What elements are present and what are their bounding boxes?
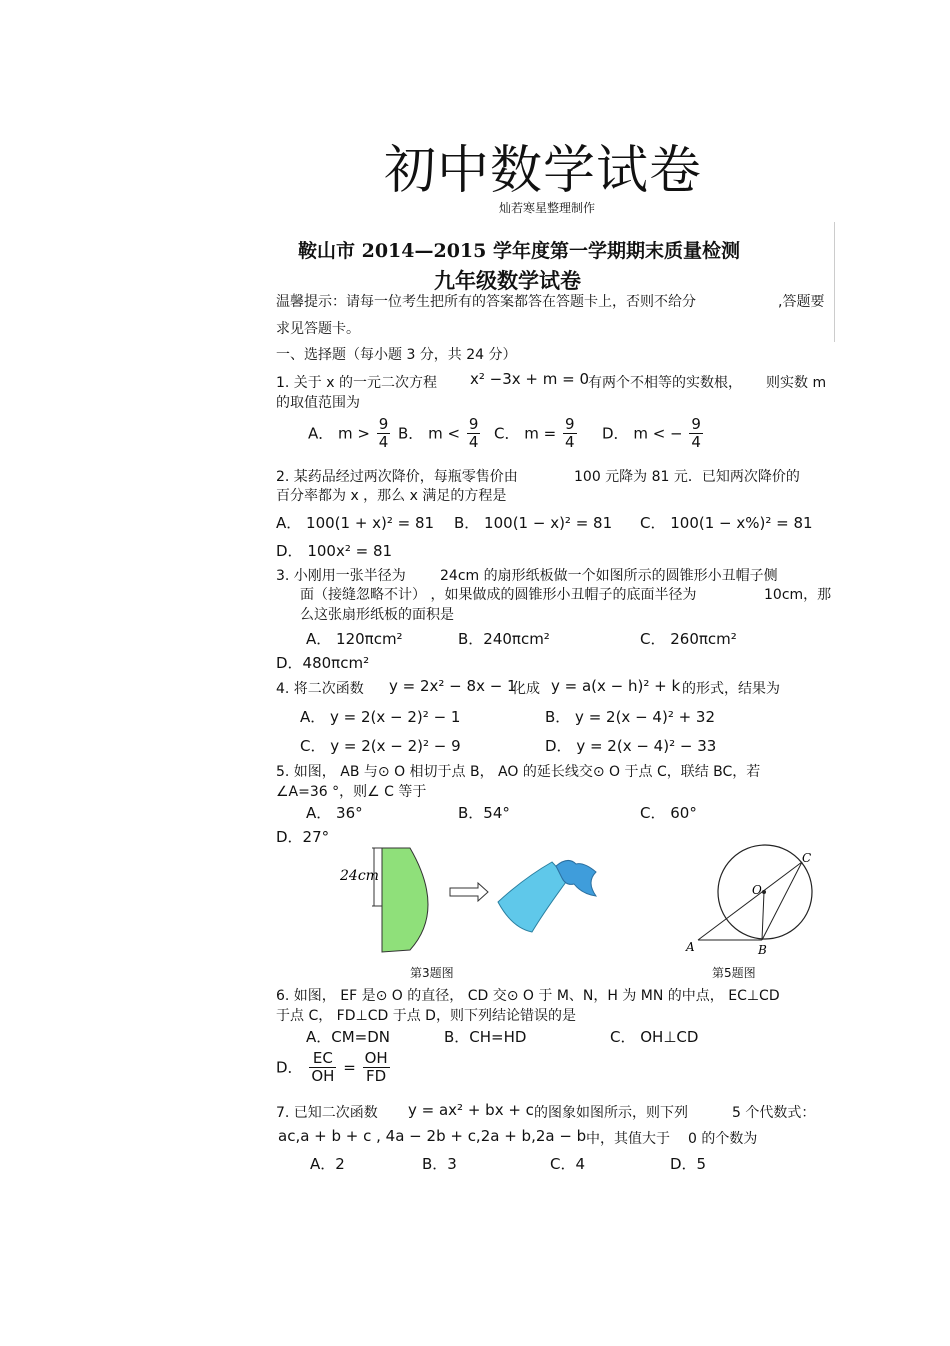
q4-option-a[interactable]: A． y = 2(x − 2)² − 1 bbox=[300, 708, 461, 726]
q2-option-b[interactable]: B． 100(1 − x)² = 81 bbox=[454, 514, 613, 532]
fraction-denominator: 4 bbox=[691, 433, 701, 452]
option-lhs: m < bbox=[428, 424, 461, 443]
fraction-numerator: 9 bbox=[691, 415, 701, 433]
q1-stem-a: 1. 关于 x 的一元二次方程 bbox=[276, 375, 437, 391]
q1-stem-d: 的取值范围为 bbox=[276, 395, 360, 411]
q7-option-d[interactable]: D．5 bbox=[670, 1155, 707, 1173]
q2-option-c[interactable]: C． 100(1 − x%)² = 81 bbox=[640, 514, 813, 532]
q3-option-b[interactable]: B．240πcm² bbox=[458, 630, 550, 648]
q4-stem-b: 化成 bbox=[512, 681, 540, 697]
q5-option-c[interactable]: C． 60° bbox=[640, 804, 697, 822]
q1-option-a[interactable] bbox=[308, 416, 392, 452]
sector-shape bbox=[382, 848, 428, 952]
q3-stem-e: 么这张扇形纸板的面积是 bbox=[300, 607, 454, 623]
q7-stem-e: 0 的个数为 bbox=[688, 1131, 758, 1147]
option-label: D． bbox=[276, 1058, 303, 1077]
banner-line2: 九年级数学试卷 bbox=[434, 268, 581, 293]
q5-option-b[interactable]: B．54° bbox=[458, 804, 510, 822]
q7-equation: y = ax² + bx + c bbox=[408, 1101, 534, 1119]
page-subtitle: 灿若寒星整理制作 bbox=[498, 201, 595, 215]
fig5-caption: 第5题图 bbox=[712, 966, 756, 980]
option-label: A． bbox=[308, 424, 334, 443]
q7-stem-a: 7. 已知二次函数 bbox=[276, 1105, 378, 1121]
q5-stem-b: ∠A=36 °，则∠ C 等于 bbox=[276, 784, 427, 800]
option-lhs: m > bbox=[338, 424, 370, 443]
q3-stem-c: 面（接缝忽略不计） ，如果做成的圆锥形小丑帽子的底面半径为 bbox=[300, 587, 697, 603]
q6-stem-b: 于点 C， FD⊥CD 于点 D，则下列结论错误的是 bbox=[276, 1008, 576, 1024]
fraction-denominator: 4 bbox=[468, 433, 479, 452]
q4-stem-a: 4. 将二次函数 bbox=[276, 681, 364, 697]
q3-stem-b: 24cm 的扇形纸板做一个如图所示的圆锥形小丑帽子侧 bbox=[440, 568, 778, 584]
q1-option-c[interactable] bbox=[494, 416, 579, 452]
fraction-denominator: FD bbox=[366, 1067, 387, 1086]
q3-option-a[interactable]: A． 120πcm² bbox=[306, 630, 403, 648]
section-heading: 一、选择题（每小题 3 分，共 24 分） bbox=[276, 347, 517, 363]
q3-option-d[interactable]: D．480πcm² bbox=[276, 654, 370, 672]
q5-option-d[interactable]: D．27° bbox=[276, 828, 330, 846]
q5-stem-a: 5. 如图， AB 与⊙ O 相切于点 B， AO 的延长线交⊙ O 于点 C，联结 BC，若 bbox=[276, 764, 761, 780]
q4-equation-2: y = a(x − h)² + k bbox=[551, 677, 681, 695]
q1-stem-c: 则实数 m bbox=[766, 375, 827, 391]
q7-expressions: ac,a + b + c , 4a − 2b + c,2a + b,2a − b bbox=[278, 1127, 587, 1145]
fraction-numerator: 9 bbox=[378, 415, 389, 433]
option-label: C． bbox=[494, 424, 520, 443]
q7-stem-c: 5 个代数式： bbox=[732, 1105, 816, 1121]
option-label: B． bbox=[398, 424, 424, 443]
point-a-label: A bbox=[686, 940, 695, 954]
fraction-numerator: 9 bbox=[565, 415, 575, 433]
line-ob bbox=[762, 892, 764, 940]
q6-option-a[interactable]: A．CM=DN bbox=[306, 1028, 391, 1046]
line-ac bbox=[698, 862, 802, 940]
notice-line2: 求见答题卡。 bbox=[276, 321, 360, 337]
q3-stem-d: 10cm，那 bbox=[764, 587, 832, 603]
q4-equation-1: y = 2x² − 8x − 1 bbox=[389, 677, 517, 695]
q6-option-b[interactable]: B．CH=HD bbox=[444, 1028, 527, 1046]
fraction-denominator: 4 bbox=[565, 433, 575, 452]
q6-option-c[interactable]: C． OH⊥CD bbox=[610, 1028, 699, 1046]
q7-option-c[interactable]: C．4 bbox=[550, 1155, 586, 1173]
q4-option-b[interactable]: B． y = 2(x − 4)² + 32 bbox=[545, 708, 716, 726]
option-lhs: m < − bbox=[633, 424, 683, 443]
fraction-denominator: OH bbox=[311, 1067, 335, 1086]
q7-option-a[interactable]: A．2 bbox=[310, 1155, 345, 1173]
q4-option-d[interactable]: D． y = 2(x − 4)² − 33 bbox=[545, 737, 717, 755]
point-b-label: B bbox=[758, 943, 767, 957]
fig3-caption: 第3题图 bbox=[410, 966, 454, 980]
fraction-denominator: 4 bbox=[378, 433, 389, 452]
point-c-label: C bbox=[802, 851, 812, 865]
q2-option-d[interactable]: D． 100x² = 81 bbox=[276, 542, 393, 560]
q3-stem-a: 3. 小刚用一张半径为 bbox=[276, 568, 406, 584]
q1-stem-b: 有两个不相等的实数根， bbox=[588, 375, 742, 391]
option-label: D． bbox=[602, 424, 629, 443]
q2-stem-c: 百分率都为 x ，那么 x 满足的方程是 bbox=[276, 488, 507, 504]
arrow-icon bbox=[450, 883, 488, 901]
q2-option-a[interactable]: A． 100(1 + x)² = 81 bbox=[276, 514, 435, 532]
q7-option-b[interactable]: B．3 bbox=[422, 1155, 457, 1173]
q1-option-d[interactable] bbox=[602, 416, 705, 452]
q2-stem-b: 100 元降为 81 元．已知两次降价的 bbox=[574, 469, 800, 485]
q7-stem-b: 的图象如图所示，则下列 bbox=[534, 1105, 688, 1121]
point-o-label: O bbox=[752, 883, 762, 897]
q6-option-d[interactable] bbox=[276, 1050, 392, 1086]
fraction-numerator: 9 bbox=[468, 415, 479, 433]
q3-option-c[interactable]: C． 260πcm² bbox=[640, 630, 737, 648]
q4-stem-c: 的形式，结果为 bbox=[682, 681, 780, 697]
center-point bbox=[762, 890, 766, 894]
fig3-radius-label: 24cm bbox=[340, 868, 379, 884]
fraction-numerator: EC bbox=[309, 1050, 336, 1068]
equals-sign: = bbox=[343, 1058, 356, 1077]
q6-stem-a: 6. 如图， EF 是⊙ O 的直径， CD 交⊙ O 于 M、N，H 为 MN 的中点， EC⊥CD bbox=[276, 988, 780, 1004]
line-bc bbox=[762, 862, 802, 940]
hat-tassel-shape bbox=[556, 860, 596, 896]
fraction-numerator: OH bbox=[364, 1049, 388, 1067]
notice-line1: 温馨提示：请每一位考生把所有的答案都答在答题卡上，否则不给分 bbox=[276, 294, 696, 310]
q1-option-b[interactable] bbox=[398, 416, 482, 452]
option-lhs: m = bbox=[524, 424, 557, 443]
q2-stem-a: 2. 某药品经过两次降价，每瓶零售价由 bbox=[276, 469, 518, 485]
notice-line1-tail: ,答题要 bbox=[778, 294, 825, 310]
q5-option-a[interactable]: A． 36° bbox=[306, 804, 363, 822]
figure-3 bbox=[334, 842, 614, 962]
q4-option-c[interactable]: C． y = 2(x − 2)² − 9 bbox=[300, 737, 461, 755]
q1-equation: x² −3x + m = 0 bbox=[470, 370, 590, 388]
cone-hat-shape bbox=[498, 862, 566, 932]
banner-line1: 鞍山市 2014—2015 学年度第一学期期末质量检测 bbox=[298, 240, 740, 262]
figure-5 bbox=[684, 842, 834, 962]
q7-stem-d: 中，其值大于 bbox=[586, 1131, 670, 1147]
page-title: 初中数学试卷 bbox=[383, 141, 702, 201]
